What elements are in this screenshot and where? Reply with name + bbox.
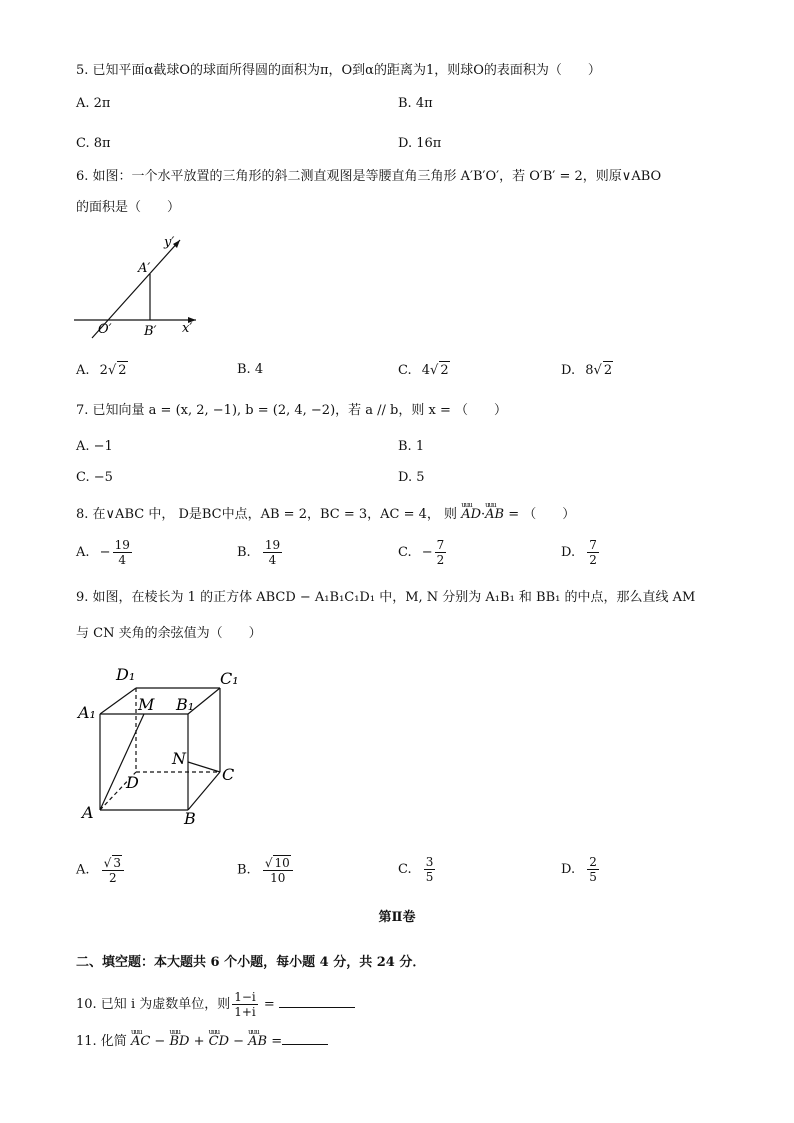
radicand: 3 [113, 856, 121, 870]
fraction [424, 855, 436, 884]
sqrt-icon: √ [107, 363, 117, 378]
label-c: C [222, 765, 235, 784]
q9-stem-line2: 与 CN 夹角的余弦值为（ ） [76, 626, 262, 641]
numerator: 7 [589, 538, 597, 552]
label-x-prime: x′ [182, 321, 193, 336]
coefficient: 2 [99, 363, 108, 378]
label-d: D [126, 773, 139, 792]
denominator: 2 [589, 553, 597, 567]
denominator: 5 [589, 870, 597, 884]
label-d1: D₁ [116, 665, 136, 684]
denominator: 2 [436, 553, 445, 567]
q9-cube-figure [76, 660, 256, 828]
plus-operator: + [189, 1034, 209, 1049]
denominator: 4 [268, 553, 277, 567]
label-b: B [184, 809, 196, 828]
numerator: 2 [589, 855, 597, 869]
numerator [263, 855, 293, 871]
q8-option-d [561, 538, 601, 567]
q8-option-a [76, 538, 134, 567]
fraction [113, 538, 132, 567]
sign: − [421, 545, 433, 560]
q7-stem: 7. 已知向量 a = (x, 2, −1), b = (2, 4, −2)，若 a // b，则 x = （ ） [76, 403, 507, 418]
label-a1: A₁ [78, 703, 96, 722]
q6-option-a [76, 361, 128, 380]
label-m: M [138, 695, 155, 714]
numerator: 1−i [234, 990, 256, 1004]
radicand: 10 [274, 856, 290, 870]
q7-option-d: D. 5 [398, 470, 425, 485]
q11-stem [76, 1033, 328, 1051]
minus-operator: − [229, 1034, 249, 1049]
part2-heading: 二、填空题：本大题共 6 个小题，每小题 4 分，共 24 分． [76, 955, 426, 970]
label-a-prime: A′ [138, 261, 151, 276]
q7-option-c: C. −5 [76, 470, 113, 485]
sqrt-icon: √ [430, 363, 439, 378]
q8-stem-tail: = （ ） [504, 507, 576, 522]
numerator: 7 [436, 538, 445, 552]
sqrt-icon: √ [264, 856, 273, 870]
sign: − [99, 545, 111, 560]
fraction [263, 855, 293, 885]
answer-blank[interactable] [279, 1007, 355, 1008]
q7-option-b: B. 1 [398, 439, 425, 454]
label-b1: B₁ [176, 695, 195, 714]
numerator: 19 [264, 538, 281, 552]
section-title: 第Ⅱ卷 [378, 910, 416, 925]
option-label: D. [561, 545, 576, 560]
radicand: 2 [118, 363, 127, 378]
q8-option-b [237, 538, 284, 567]
answer-blank[interactable] [282, 1044, 328, 1045]
q10-stem [76, 986, 355, 1024]
q8-stem-text: 8. 在∨ABC 中， D是BC中点，AB = 2，BC = 3，AC = 4， 则 [76, 507, 462, 522]
option-label: B. [237, 862, 251, 878]
option-label: D. [561, 363, 576, 378]
q5-option-c: C. 8π [76, 136, 111, 151]
q9-option-c [398, 855, 437, 884]
equals-sign: = [267, 1034, 283, 1049]
radicand: 2 [603, 363, 613, 378]
q6-option-d [561, 361, 613, 380]
vector-ab: uuu AB [248, 1033, 267, 1051]
edge-bc [188, 772, 220, 810]
dot-operator: · [481, 507, 486, 522]
label-o-prime: O′ [98, 322, 112, 337]
denominator: 1+i [234, 1005, 256, 1019]
segment-cn [188, 762, 220, 772]
vector-cd: uuu CD [209, 1033, 229, 1051]
q11-text: 11. 化简 [76, 1034, 131, 1049]
label-n: N [172, 749, 186, 768]
numerator: 19 [114, 538, 130, 552]
sqrt-icon: √ [593, 363, 602, 378]
label-y-prime: y′ [164, 235, 175, 250]
denominator: 5 [425, 870, 434, 884]
q5-option-a: A. 2π [76, 96, 111, 111]
label-b-prime: B′ [144, 324, 157, 339]
option-label: A. [76, 545, 90, 560]
sqrt-icon: √ [103, 856, 112, 870]
edge-a1d1 [100, 688, 136, 714]
q7-option-a: A. −1 [76, 439, 113, 454]
vector-ad: uuu AD [461, 506, 481, 524]
q9-option-a [76, 855, 126, 885]
q6-stem-line2: 的面积是（ ） [76, 200, 181, 215]
segment-am [100, 714, 144, 810]
denominator: 10 [270, 871, 286, 885]
option-label: A. [76, 862, 90, 878]
fraction [102, 855, 124, 885]
q9-option-d [561, 855, 601, 884]
q5-stem: 5. 已知平面α截球O的球面所得圆的面积为π，O到α的距离为1，则球O的表面积为（ ） [76, 63, 601, 78]
q5-option-d: D. 16π [398, 136, 442, 151]
option-label: D. [561, 862, 576, 877]
fraction [232, 990, 258, 1019]
q6-stem-line1: 6. 如图：一个水平放置的三角形的斜二测直观图是等腰直角三角形 A′B′O′，若 O′B′ = 2，则原∨ABO [76, 169, 662, 184]
coefficient: 8 [585, 363, 594, 378]
label-a: A [82, 803, 94, 822]
fraction [587, 855, 599, 884]
q6-option-c [398, 361, 450, 380]
q9-option-b [237, 855, 295, 885]
option-label: C. [398, 545, 412, 560]
numerator: 3 [425, 855, 434, 869]
numerator [102, 855, 124, 871]
radicand: 2 [440, 363, 449, 378]
vector-ac: uuu AC [131, 1033, 150, 1051]
q8-option-c [398, 538, 448, 567]
vector-bd: uuu BD [169, 1033, 189, 1051]
fraction [587, 538, 599, 567]
q5-option-b: B. 4π [398, 96, 433, 111]
equals-sign: = [259, 997, 279, 1012]
fraction [263, 538, 282, 567]
fraction [435, 538, 447, 567]
minus-operator: − [150, 1034, 170, 1049]
option-label: C. [398, 862, 412, 877]
option-label: A. [76, 363, 90, 378]
vector-ab: uuu AB [485, 506, 504, 524]
q9-stem-line1: 9. 如图，在棱长为 1 的正方体 ABCD − A₁B₁C₁D₁ 中，M, N 分别为 A₁B₁ 和 BB₁ 的中点，那么直线 AM [76, 590, 696, 605]
q8-stem [76, 506, 575, 524]
coefficient: 4 [421, 363, 431, 378]
q6-option-b: B. 4 [237, 362, 264, 377]
denominator: 4 [118, 553, 127, 567]
option-label: C. [398, 363, 412, 378]
label-c1: C₁ [220, 669, 239, 688]
option-label: B. [237, 545, 251, 560]
q6-figure [70, 228, 210, 343]
denominator: 2 [109, 871, 117, 885]
q10-text: 10. 已知 i 为虚数单位，则 [76, 997, 231, 1012]
